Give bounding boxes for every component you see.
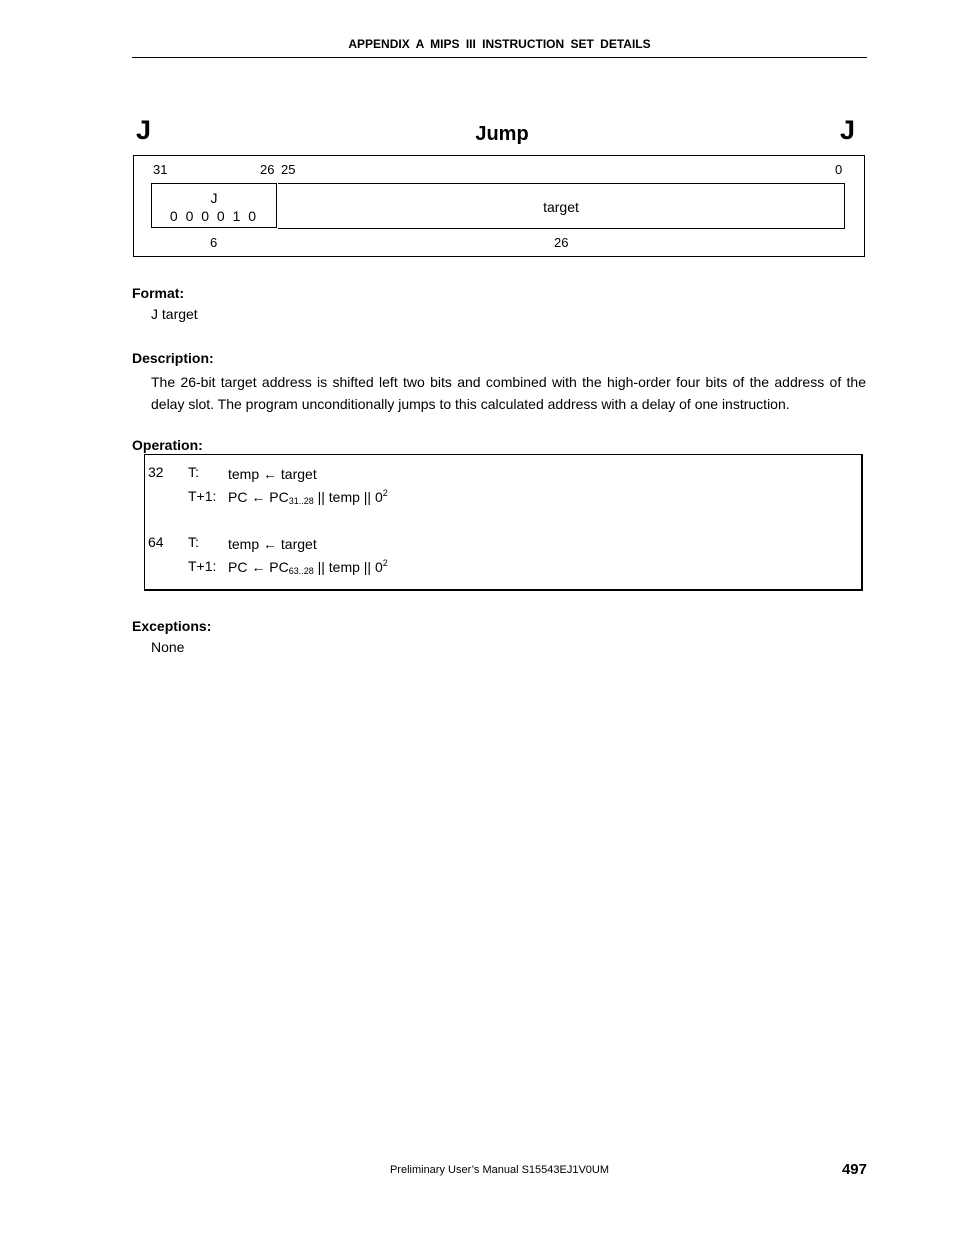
- opcode-width: 6: [210, 235, 218, 250]
- op-expr: temp ← target: [228, 536, 317, 552]
- op-expr-pc: PC ← $PC_{63..28}$ || temp || $0^2$: [228, 558, 388, 576]
- op-time-t1: T+1:: [188, 558, 217, 574]
- op-time-t: T:: [188, 464, 199, 480]
- page-header: APPENDIX A MIPS III INSTRUCTION SET DETAILS: [348, 37, 651, 51]
- exceptions-text: None: [151, 639, 185, 655]
- op-expr-pc: PC ← $PC_{31..28}$ || temp || $0^2$: [228, 488, 388, 506]
- opcode-field-name: J: [210, 190, 218, 206]
- op-mode-64: 64: [148, 534, 164, 550]
- op-mode-32: 32: [148, 464, 164, 480]
- bit-label-31: 31: [153, 162, 168, 177]
- opcode-field-code: 0 0 0 0 1 0: [169, 208, 259, 224]
- op-expr: temp ← target: [228, 466, 317, 482]
- instruction-title: Jump: [475, 123, 529, 145]
- bit-label-26: 26: [260, 162, 275, 177]
- header-rule: [132, 57, 867, 58]
- operation-box: [144, 454, 863, 591]
- mnemonic-left: J: [136, 115, 152, 145]
- bit-label-25: 25: [281, 162, 296, 177]
- op-time-t: T:: [188, 534, 199, 550]
- footer-text: Preliminary User’s Manual S15543EJ1V0UM: [389, 1164, 610, 1176]
- description-heading: Description:: [132, 350, 214, 366]
- target-width: 26: [554, 235, 569, 250]
- bit-label-0: 0: [835, 162, 843, 177]
- description-text: The 26-bit target address is shifted left two bits and combined with the high-order four bits of the address of the delay slot. The program unconditionally jumps to this calculated address with a delay of one instruction.: [151, 374, 866, 412]
- page-number: 497: [841, 1161, 867, 1178]
- operation-heading: Operation:: [132, 437, 203, 453]
- mnemonic-right: J: [840, 115, 856, 145]
- op-time-t1: T+1:: [188, 488, 217, 504]
- format-text: J target: [151, 306, 198, 322]
- opcode-field: [151, 183, 277, 228]
- format-heading: Format:: [132, 285, 185, 301]
- exceptions-heading: Exceptions:: [132, 618, 212, 634]
- target-field: target: [278, 183, 845, 229]
